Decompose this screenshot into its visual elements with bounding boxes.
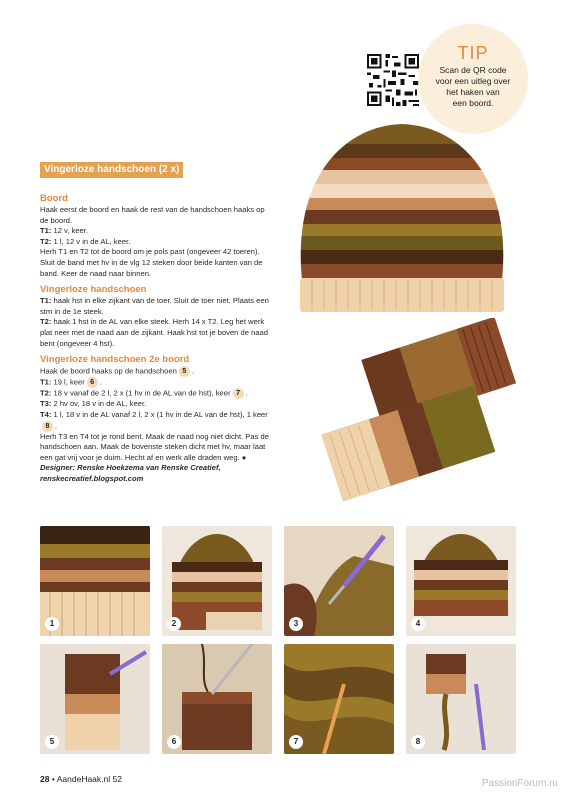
page-number: 28: [40, 774, 50, 784]
row-text: 1 l, 12 v in de AL, keer.: [51, 236, 131, 246]
row-text: haak 1 hst in de AL van elke steek. Herh 14 x T2. Leg het werk plat neer met de naad aan de zijkant. Haak hst tot je boven de naad bent (ongeveer 4 hst).: [40, 317, 268, 348]
step-photo-8: [406, 644, 516, 754]
designer-credit: Designer: Renske Hoekzema van Renske Creatief,: [40, 463, 221, 473]
footer-separator: •: [51, 774, 55, 784]
page-footer: [40, 774, 122, 784]
photo-number: 1: [45, 617, 59, 631]
row-text: Herh T3 en T4 tot je rond bent. Maak de naad nog niet dicht. Pas de handschoen aan. Maak de bovenste steken dicht met hv, maar laat een gat vrij voor je duim. Hecht af en werk alle draden weg.: [40, 431, 269, 462]
row-label: T1:: [40, 296, 52, 306]
magazine-name: AandeHaak.nl 52: [56, 774, 122, 784]
tip-text: [418, 65, 528, 109]
tip-line: het haken van: [446, 87, 500, 97]
vh2-intro: Haak de boord haaks op de handschoen 5 .: [40, 366, 194, 376]
step-photo-3: [284, 526, 394, 636]
boord-text: Herh T1 en T2 tot de boord om je pols past (ongeveer 42 toeren). Sluit de band met hv in de vlg 12 steken door beide kanten van de band. Keer de naad naar binnen.: [40, 247, 263, 278]
row-label: T2:: [40, 236, 52, 246]
row-text: 12 v, keer.: [51, 226, 88, 236]
pattern-text: [40, 162, 272, 485]
vh2-t1: T1: 19 l, keer 6 .: [40, 377, 102, 387]
step-photo-5: [40, 644, 150, 754]
section-heading-2e-boord: Vingerloze handschoen 2e boord: [40, 354, 190, 366]
photo-number: 6: [167, 735, 181, 749]
article-title: Vingerloze handschoen (2 x): [40, 162, 183, 178]
tip-line: Scan de QR code: [439, 65, 507, 75]
row-text: Haak de boord haaks op de handschoen: [40, 366, 177, 376]
row-label: T3:: [40, 399, 52, 409]
row-text: haak hst in elke zijkant van de toer. Sluit de toer niet. Plaats een stm in de 1e steek.: [40, 296, 269, 316]
photo-number: 8: [411, 735, 425, 749]
tip-line: een boord.: [452, 98, 494, 108]
boord-t2: [40, 237, 272, 248]
step-photo-4: [406, 526, 516, 636]
qr-code[interactable]: [367, 54, 419, 106]
row-label: T4:: [40, 410, 52, 419]
designer-website[interactable]: renskecreatief.blogspot.com: [40, 474, 144, 484]
boord-intro: Haak eerst de boord en haak de rest van de handschoen haaks op de boord.: [40, 205, 265, 225]
step-badge: 6: [87, 377, 98, 388]
step-badge: 7: [233, 388, 244, 399]
photo-number: 5: [45, 735, 59, 749]
photo-number: 2: [167, 617, 181, 631]
photo-number: 4: [411, 617, 425, 631]
step-badge: 5: [179, 366, 190, 377]
vh2-t3: [40, 399, 272, 410]
row-label: T2:: [40, 317, 52, 327]
row-text: 1 l, 18 v in de AL vanaf 2 l, 2 x (1 hv in de AL van de hst), 1 keer: [51, 410, 268, 419]
row-label: T1:: [40, 226, 52, 236]
row-label: T2:: [40, 388, 52, 398]
row-text: 2 hv ov, 18 v in de AL, keer.: [51, 399, 147, 409]
boord-t1: [40, 226, 272, 237]
photo-number: 3: [289, 617, 303, 631]
vh2-text: [40, 432, 272, 464]
vh-t2: [40, 317, 272, 349]
section-heading-boord: Boord: [40, 193, 68, 204]
tip-line: voor een uitleg over: [435, 76, 511, 86]
vh-t1: [40, 296, 272, 317]
step-photo-2: [162, 526, 272, 636]
step-photo-1: [40, 526, 150, 636]
mittens-photo: [290, 318, 530, 514]
watermark: PassionForum.ru: [481, 778, 558, 789]
tip-bubble: [418, 24, 528, 134]
vh2-t2: T2: 18 v vanaf de 2 l, 2 x (1 hv in de AL van de hst), keer 7 .: [40, 388, 248, 398]
row-text: 18 v vanaf de 2 l, 2 x (1 hv in de AL van de hst), keer: [51, 388, 231, 398]
row-text: 19 l, keer: [51, 377, 85, 387]
photo-number: 7: [289, 735, 303, 749]
end-mark: ●: [241, 452, 247, 462]
step-badge: 8: [42, 421, 53, 432]
row-label: T1:: [40, 377, 52, 387]
step-photo-6: [162, 644, 272, 754]
hat-photo: [282, 120, 522, 316]
step-photo-7: [284, 644, 394, 754]
section-heading-vingerloze: Vingerloze handschoen: [40, 284, 147, 296]
vh2-t4: T4: 1 l, 18 v in de AL vanaf 2 l, 2 x (1 hv in de AL van de hst), 1 keer8 .: [40, 410, 268, 431]
tip-title: TIP: [457, 43, 489, 63]
